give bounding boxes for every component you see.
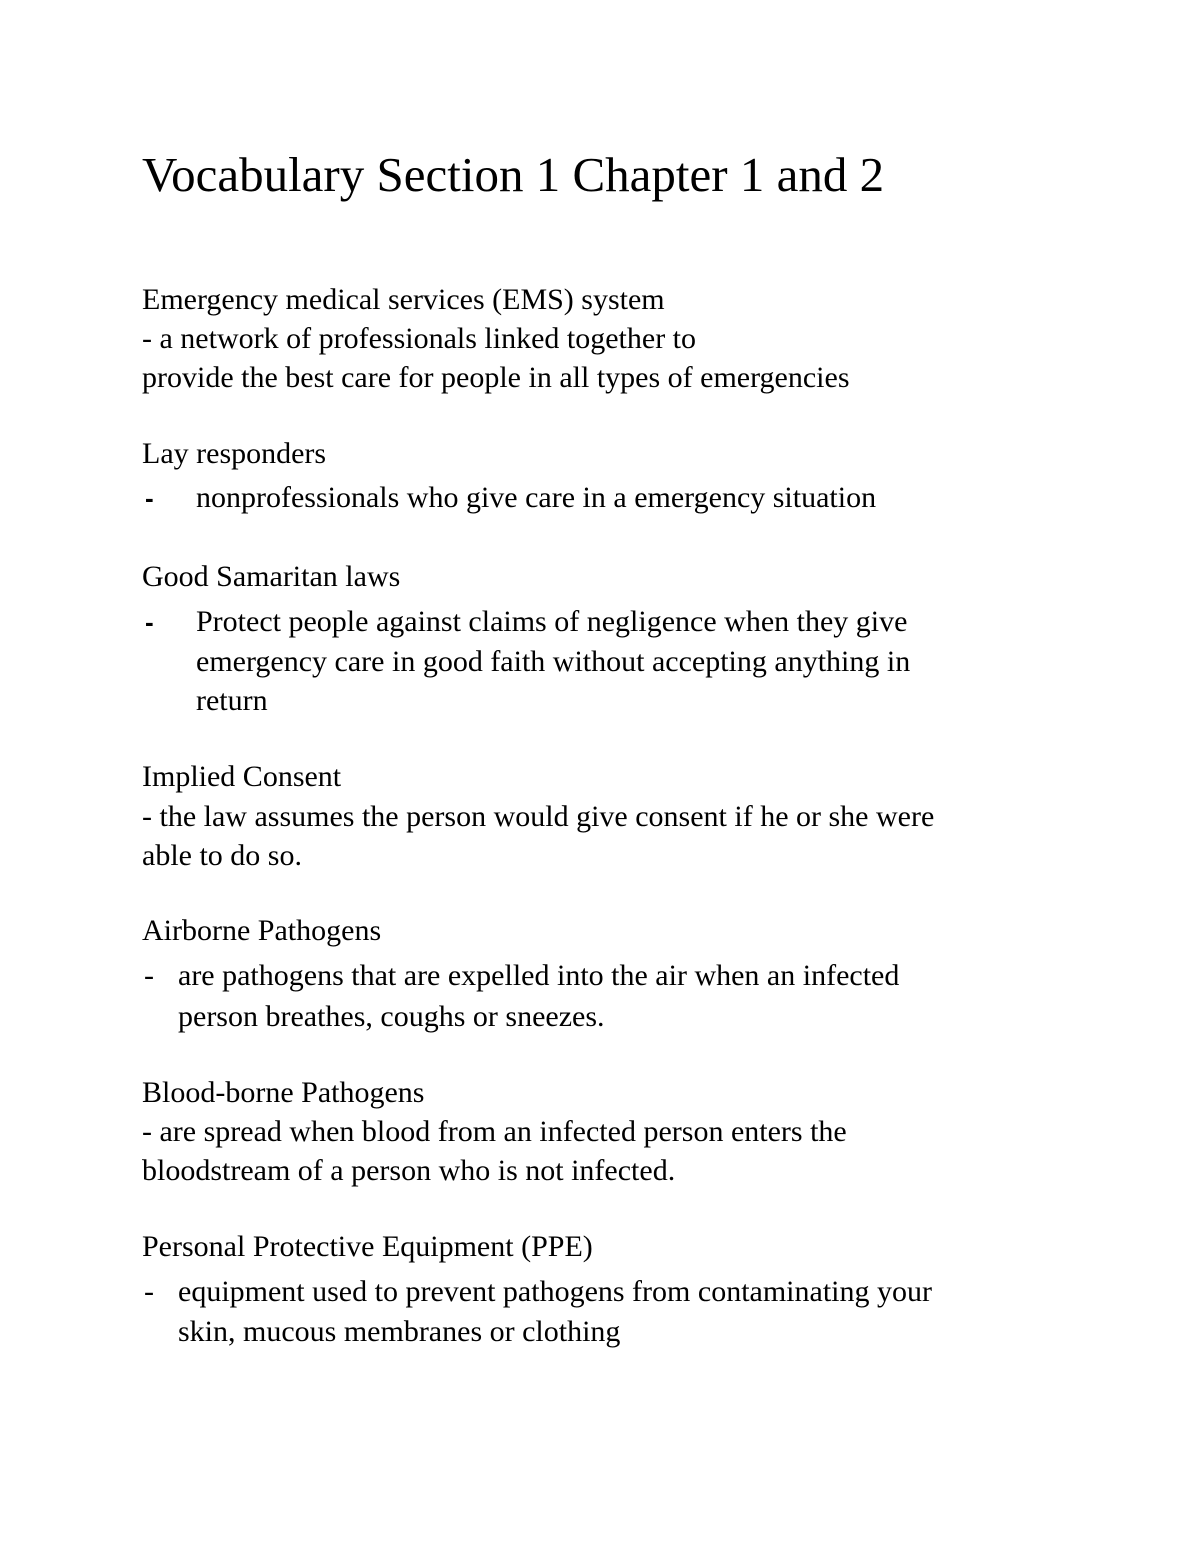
term-definition-line: bloodstream of a person who is not infected. <box>142 1154 676 1187</box>
term-heading: Personal Protective Equipment (PPE) <box>142 1230 593 1263</box>
term-definition-line: person breathes, coughs or sneezes. <box>178 1000 605 1033</box>
term-definition-line: emergency care in good faith without accepting anything in <box>196 645 911 678</box>
term-heading: Lay responders <box>142 437 327 470</box>
term-definition-line: provide the best care for people in all types of emergencies <box>142 361 850 394</box>
term-definition-line: Protect people against claims of negligence when they give <box>196 605 908 638</box>
term-definition-line: return <box>196 684 268 717</box>
term-definition-line: - are spread when blood from an infected person enters the <box>142 1115 847 1148</box>
bullet-dash: - <box>145 607 154 637</box>
page-title: Vocabulary Section 1 Chapter 1 and 2 <box>142 147 885 202</box>
term-definition-line: nonprofessionals who give care in a emergency situation <box>196 481 877 514</box>
bullet-dash: - <box>144 1275 154 1308</box>
term-heading: Good Samaritan laws <box>142 560 401 593</box>
term-definition-line: equipment used to prevent pathogens from contaminating your <box>178 1275 932 1308</box>
term-heading: Emergency medical services (EMS) system <box>142 283 665 316</box>
term-definition-line: able to do so. <box>142 839 302 872</box>
bullet-dash: - <box>144 959 154 992</box>
term-definition-line: are pathogens that are expelled into the air when an infected <box>178 959 900 992</box>
term-definition-line: skin, mucous membranes or clothing <box>178 1315 621 1348</box>
term-definition-line: - a network of professionals linked together to <box>142 322 697 355</box>
term-heading: Blood-borne Pathogens <box>142 1076 425 1109</box>
term-heading: Implied Consent <box>142 760 342 793</box>
bullet-dash: - <box>145 483 154 513</box>
term-definition-line: - the law assumes the person would give consent if he or she were <box>142 800 935 833</box>
term-heading: Airborne Pathogens <box>142 914 382 947</box>
